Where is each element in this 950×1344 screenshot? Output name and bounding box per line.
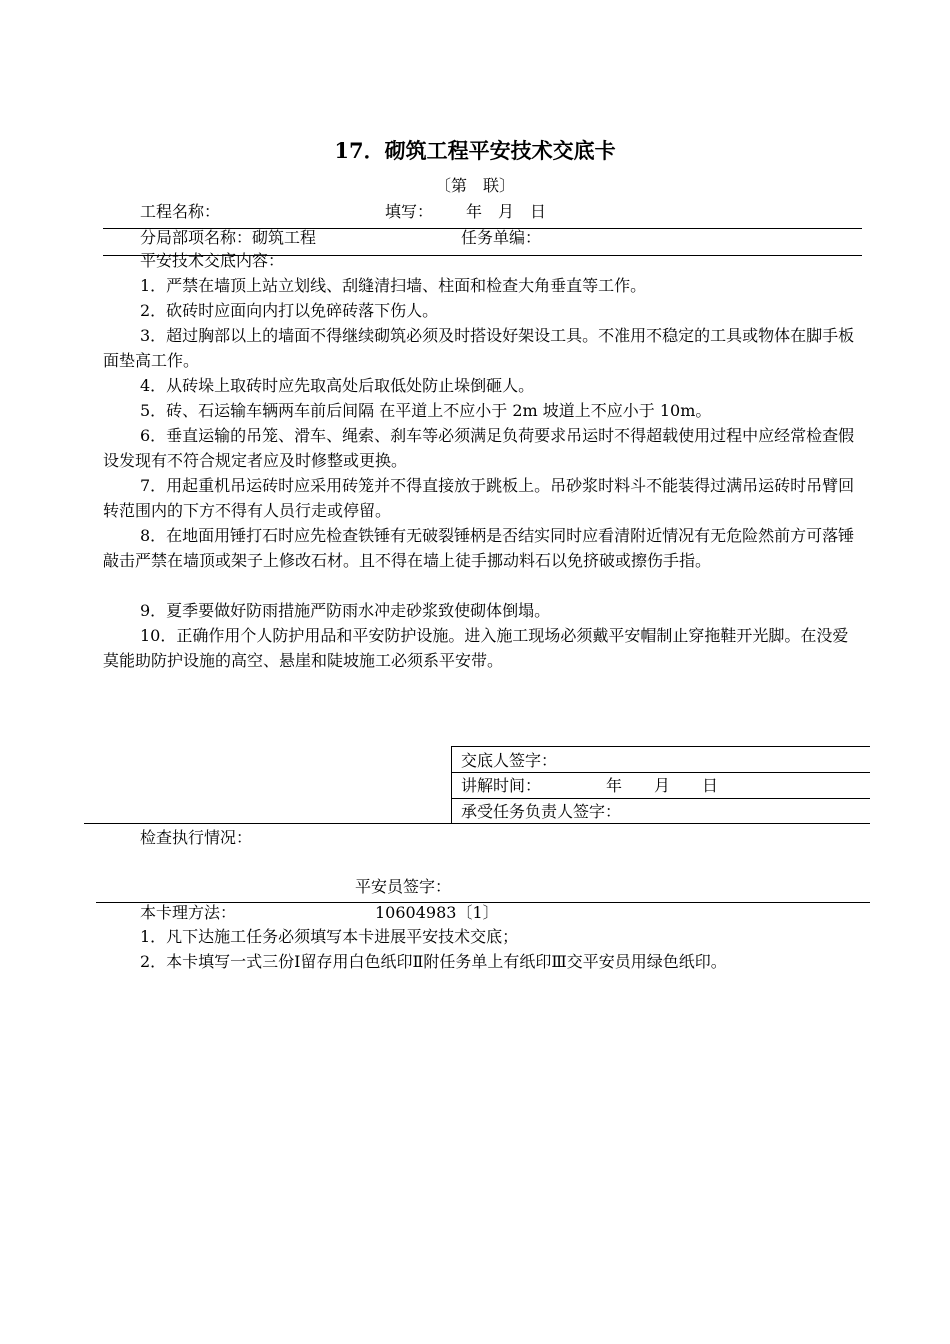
check-execution-label: 检查执行情况： xyxy=(140,828,253,847)
explain-time-date: 年 月 日 xyxy=(606,776,719,795)
fill-date: 年 月 日 xyxy=(466,202,547,221)
content-item-3: 3．超过胸部以上的墙面不得继续砌筑必须及时搭设好架设工具。不准用不稳定的工具或物体在脚手板面垫高工作。 xyxy=(103,326,855,370)
content-item-7: 7．用起重机吊运砖时应采用砖笼并不得直接放于跳板上。吊砂浆时料斗不能装得过满吊运砖时吊臂回转范围内的下方不得有人员行走或停留。 xyxy=(103,476,855,520)
section-divider xyxy=(84,823,870,824)
presenter-signature-label: 交底人签字： xyxy=(461,751,558,770)
content-item-2: 2．砍砖时应面向内打以免碎砖落下伤人。 xyxy=(140,301,439,320)
content-item-5: 5．砖、石运输车辆两车前后间隔 在平道上不应小于 2m 坡道上不应小于 10m。 xyxy=(140,401,712,420)
copy-number-label: 〔第 联〕 xyxy=(434,176,515,195)
handling-rule-1: 1．凡下达施工任务必须填写本卡进展平安技术交底； xyxy=(140,927,519,946)
content-item-1: 1．严禁在墙顶上站立划线、刮缝清扫墙、柱面和检查大角垂直等工作。 xyxy=(140,276,647,295)
content-item-4: 4．从砖垛上取砖时应先取高处后取低处防止垛倒砸人。 xyxy=(140,376,535,395)
receiver-signature-label: 承受任务负责人签字： xyxy=(461,802,622,821)
content-item-8: 8．在地面用锤打石时应先检查铁锤有无破裂锤柄是否结实同时应看清附近情况有无危险然前方可落锤敲击严禁在墙顶或架子上修改石材。且不得在墙上徒手挪动料石以免挤破或擦伤手指。 xyxy=(103,526,855,570)
project-name-label: 工程名称： xyxy=(140,202,221,221)
fill-label: 填写： xyxy=(385,202,434,221)
content-item-6: 6．垂直运输的吊笼、滑车、绳索、刹车等必须满足负荷要求吊运时不得超载使用过程中应经常检查假设发现有不符合规定者应及时修整或更换。 xyxy=(103,426,855,470)
subproject-label: 分局部项名称：砌筑工程 xyxy=(140,228,317,247)
document-title: 17．砌筑工程平安技术交底卡 xyxy=(334,138,616,163)
handling-code: 10604983〔1〕 xyxy=(375,903,499,922)
task-number-label: 任务单编： xyxy=(461,228,542,247)
safety-officer-signature-label: 平安员签字： xyxy=(355,877,452,896)
handling-rule-2: 2．本卡填写一式三份Ⅰ留存用白色纸印Ⅱ附任务单上有纸印Ⅲ交平安员用绿色纸印。 xyxy=(140,952,727,971)
content-item-10: 10．正确作用个人防护用品和平安防护设施。进入施工现场必须戴平安帽制止穿拖鞋开光脚。在没爱莫能助防护设施的高空、悬崖和陡坡施工必须系平安带。 xyxy=(103,626,849,670)
content-label: 平安技术交底内容： xyxy=(140,251,285,270)
explain-time-label: 讲解时间： xyxy=(461,776,542,795)
content-item-9: 9．夏季要做好防雨措施严防雨水冲走砂浆致使砌体倒塌。 xyxy=(140,601,551,620)
handling-method-label: 本卡理方法： xyxy=(140,903,237,922)
